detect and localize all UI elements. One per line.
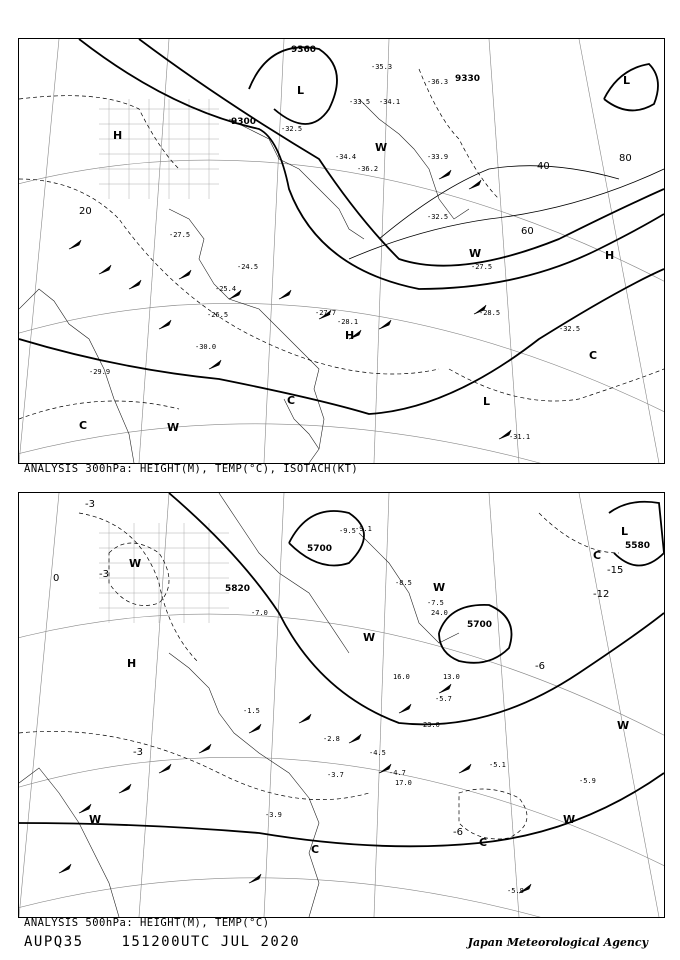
warm-marker: W [363,631,376,644]
temperature-label: -29.9 [89,368,111,376]
isotherm-labels [53,499,623,838]
temperature-label: -28.5 [479,309,501,317]
station-label: -4.5 [369,749,386,757]
bulletin-header [24,934,300,950]
temperature-label: -33.5 [349,98,371,106]
station-label: -4.7 [389,769,406,777]
low-center: L [297,84,305,97]
temperature-label: -32.5 [559,325,581,333]
temperature-label: -28.1 [337,318,359,326]
pressure-centers [127,525,628,670]
isotherm-label: -3 [133,747,143,758]
height-label: 5700 [467,620,493,630]
isotach-lines [349,166,664,259]
station-label: -1.5 [243,707,260,715]
station-label: 16.0 [393,673,410,681]
temperature-label: -34.1 [379,98,401,106]
height-label: 9360 [291,45,317,55]
warm-marker: W [617,719,630,732]
warm-marker: W [167,421,180,434]
agency-name: Japan Meteorological Agency [467,936,648,949]
temperature-label: -31.1 [509,433,531,441]
station-label: -3.7 [327,771,344,779]
high-center: H [113,129,123,142]
warm-marker: W [89,813,102,826]
isotherm-label: 0 [53,573,60,584]
low-center: L [483,395,491,408]
temperature-label: -24.5 [237,263,259,271]
temperature-label: -36.2 [357,165,379,173]
station-label: -2.8 [323,735,340,743]
station-label: -9.5 [339,527,356,535]
station-label: -7.0 [251,609,268,617]
station-label: -7.5 [427,599,444,607]
high-center: H [605,249,615,262]
isotach-labels [79,153,632,237]
lat-lon-grid [19,493,664,917]
isotherm-label: -6 [453,827,463,838]
station-label: 23.0 [423,721,440,729]
isotherm-label: -3 [85,499,95,510]
station-label: -8.5 [395,579,412,587]
temperature-label: -32.5 [281,125,303,133]
caption-500hpa: ANALYSIS 500hPa: HEIGHT(M), TEMP(°C) [24,917,270,929]
station-label: -5.8 [507,887,524,895]
isotach-label: 60 [521,226,534,237]
station-label: -3.9 [265,811,282,819]
cold-marker: C [79,419,88,432]
temperature-label: -27.5 [169,231,191,239]
height-label: 5700 [307,544,333,554]
station-label: -9.1 [355,525,372,533]
temperature-label: -32.5 [427,213,449,221]
low-center: L [621,525,629,538]
coastline [19,493,459,917]
bulletin-code: AUPQ35 [24,934,84,950]
cold-marker: C [589,349,598,362]
station-labels [243,525,596,895]
warm-marker: W [375,141,388,154]
temperature-label: -35.3 [371,63,393,71]
isotherm-label: -15 [607,565,624,576]
map-300hpa [19,39,664,463]
station-label: 13.0 [443,673,460,681]
isotach-label: 40 [537,161,550,172]
temperature-label: -26.5 [207,311,229,319]
temperature-label: -27.7 [315,309,337,317]
isotherm-label: -3 [99,569,109,580]
high-center: H [127,657,137,670]
warm-marker: W [469,247,482,260]
cold-marker: C [287,394,296,407]
height-label: 5820 [225,584,251,594]
low-center: L [623,74,631,87]
cold-marker: C [311,843,320,856]
hatched-region [99,99,219,199]
temperature-label: -33.9 [427,153,449,161]
hatched-region [99,523,229,623]
station-label: -5.1 [489,761,506,769]
warm-marker: W [129,557,142,570]
cold-marker: C [593,549,602,562]
station-label: -5.9 [579,777,596,785]
temperature-label: -27.5 [471,263,493,271]
high-center: H [345,329,355,342]
warm-marker: W [563,813,576,826]
temperature-label: -25.4 [215,285,237,293]
chart-panel-500hpa [18,492,665,918]
station-label: 17.0 [395,779,412,787]
height-label: 9300 [231,117,257,127]
temperature-isotherms [19,69,664,419]
height-labels [231,45,480,127]
station-label: 24.0 [431,609,448,617]
caption-300hpa: ANALYSIS 300hPa: HEIGHT(M), TEMP(°C), ISOTACH(KT) [24,463,359,475]
lat-lon-grid [19,39,664,463]
map-500hpa [19,493,664,917]
cold-marker: C [479,836,488,849]
isotherm-label: -6 [535,661,545,672]
warm-marker: W [433,581,446,594]
temperature-label: -30.0 [195,343,217,351]
chart-panel-300hpa [18,38,665,464]
isotach-label: 80 [619,153,632,164]
isotach-label: 20 [79,206,92,217]
temperature-label: -36.3 [427,78,449,86]
height-contours [19,39,664,414]
temperature-label: -34.4 [335,153,357,161]
isotherm-label: -12 [593,589,610,600]
height-label: 9330 [455,74,481,84]
bulletin-time: 151200UTC JUL 2020 [121,934,301,950]
coastline [19,99,469,463]
height-contours [19,493,664,846]
temperature-isotherms [19,513,619,839]
station-label: -5.7 [435,695,452,703]
height-label: 5580 [625,541,651,551]
